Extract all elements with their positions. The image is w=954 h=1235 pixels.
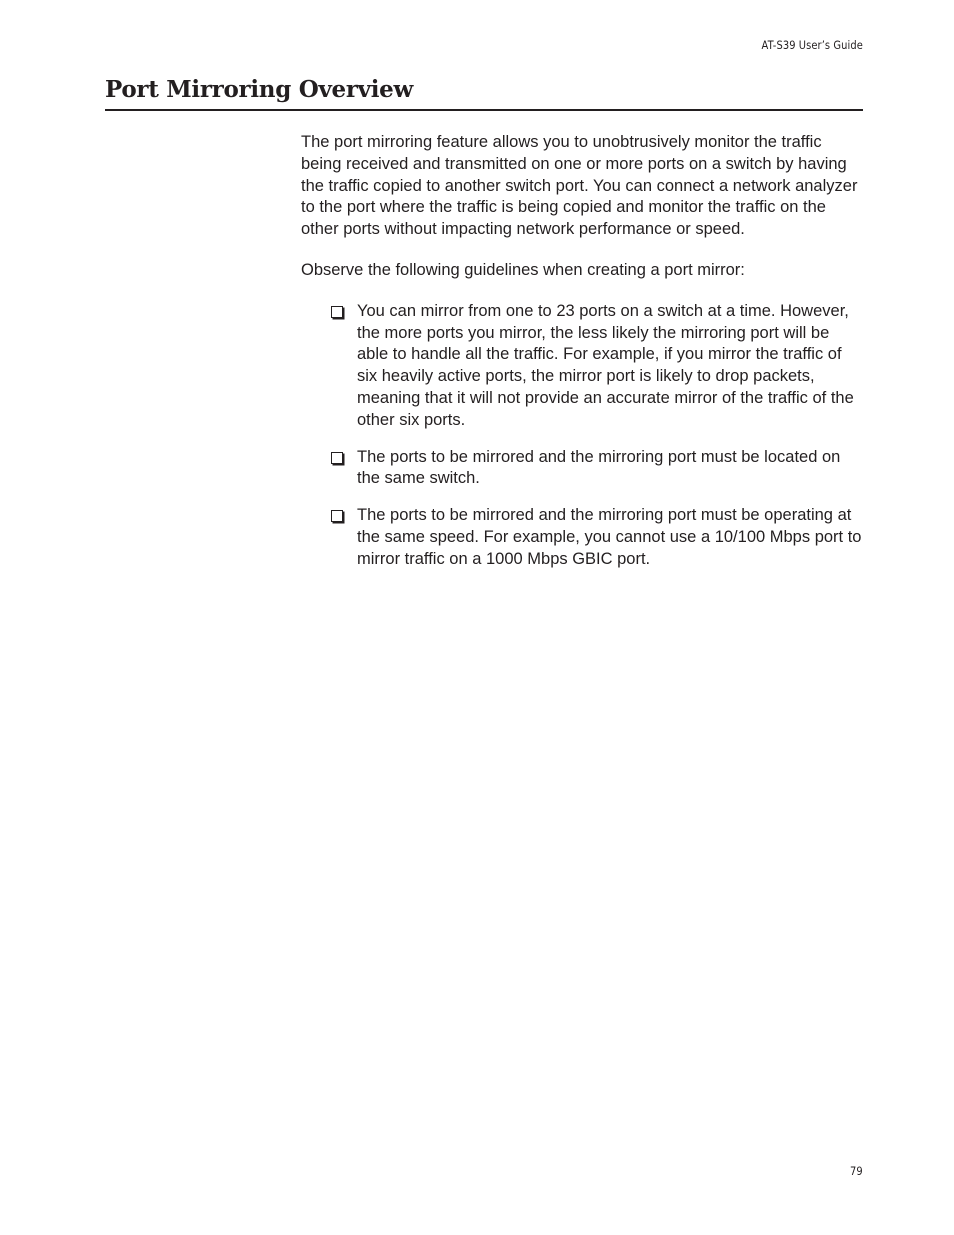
section-title: Port Mirroring Overview: [105, 76, 413, 103]
intro-paragraph: The port mirroring feature allows you to unobtrusively monitor the traffic being received and transmitted on one or more ports on a switch by having the traffic copied to another switch port. You can connect a network analyzer to the port where the traffic is being copied and monitor the traffic on the other ports without impacting network performance or speed.: [301, 133, 858, 239]
page-number: 79: [850, 1164, 863, 1178]
body-column: [301, 132, 863, 586]
list-item: [301, 301, 863, 432]
list-item: [301, 505, 863, 570]
list-item-text: You can mirror from one to 23 ports on a switch at a time. However, the more ports you mirror, the less likely the mirroring port will be able to handle all the traffic. For example, if you mirror the traffic of six heavily active ports, the mirror port is likely to drop packets, meaning that it will not provide an accurate mirror of the traffic of the other six ports.: [357, 301, 854, 429]
guidelines-list: [301, 301, 863, 571]
title-rule: [105, 109, 863, 111]
checkbox-bullet-icon: [331, 306, 343, 318]
list-item-text: The ports to be mirrored and the mirroring port must be located on the same switch.: [357, 447, 841, 488]
guidelines-lead: Observe the following guidelines when creating a port mirror:: [301, 260, 745, 279]
running-header: AT-S39 User’s Guide: [761, 38, 863, 52]
list-item: [301, 447, 863, 491]
checkbox-bullet-icon: [331, 510, 343, 522]
list-item-text: The ports to be mirrored and the mirroring port must be operating at the same speed. For example, you cannot use a 10/100 Mbps port to mirror traffic on a 1000 Mbps GBIC port.: [357, 506, 862, 568]
checkbox-bullet-icon: [331, 452, 343, 464]
